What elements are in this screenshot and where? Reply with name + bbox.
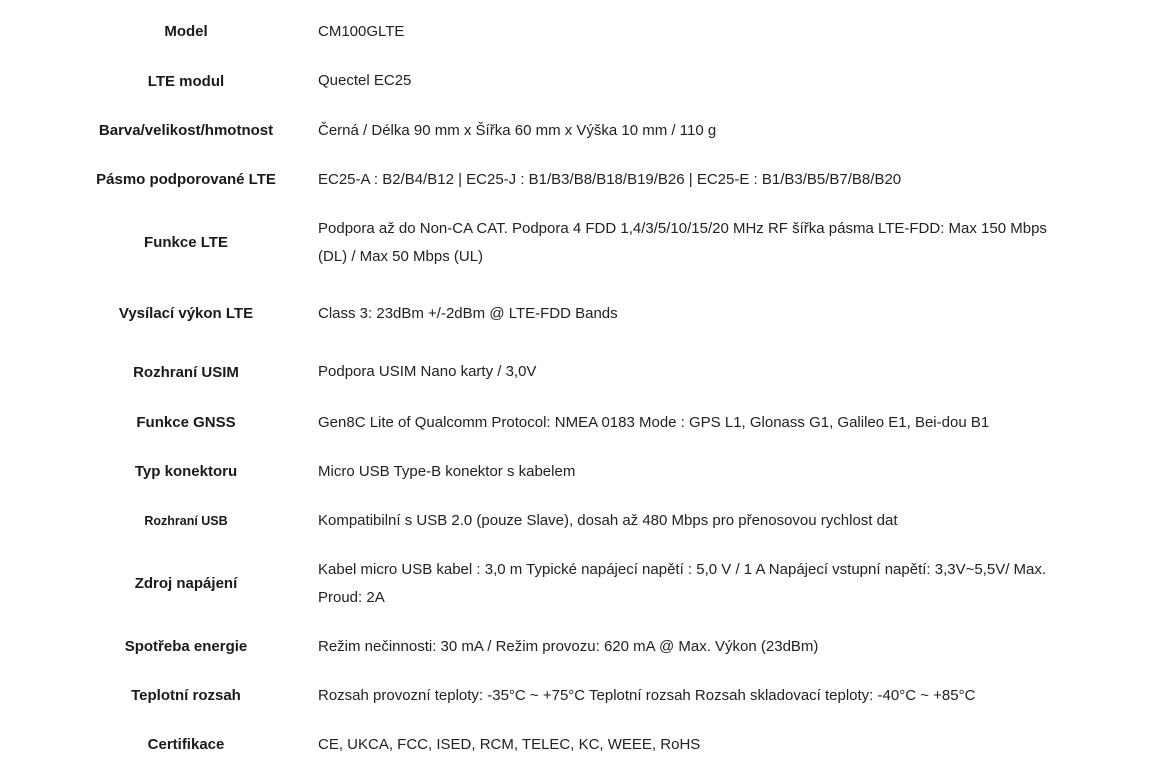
spec-label: Rozhraní USB xyxy=(144,513,228,528)
spec-label: LTE modul xyxy=(147,72,225,90)
spec-value: CE, UKCA, FCC, ISED, RCM, TELEC, KC, WEEE, RoHS xyxy=(318,735,701,753)
spec-label: Funkce LTE xyxy=(144,234,228,251)
spec-value: Quectel EC25 xyxy=(318,72,412,90)
spec-row-temperature xyxy=(72,671,1072,720)
spec-row-lte-module xyxy=(72,56,1072,106)
spec-label: Typ konektoru xyxy=(134,463,238,480)
spec-label: Pásmo podporované LTE xyxy=(96,171,276,188)
spec-value: Podpora až do Non-CA CAT. Podpora 4 FDD 1,4/3/5/10/15/20 MHz RF šířka pásma LTE-FDD: Max 150 Mbps (DL) / Max 50 Mbps (UL) xyxy=(318,220,1047,265)
spec-label: Rozhraní USIM xyxy=(133,363,239,381)
spec-row-power-consumption xyxy=(72,622,1072,671)
spec-row-power-supply xyxy=(72,545,1072,622)
spec-row-model xyxy=(72,7,1072,56)
spec-row-gnss xyxy=(72,398,1072,447)
spec-value: Class 3: 23dBm +/-2dBm @ LTE-FDD Bands xyxy=(318,304,618,322)
spec-row-certification xyxy=(72,720,1072,769)
spec-label: Zdroj napájení xyxy=(134,575,238,592)
spec-label: Certifikace xyxy=(147,736,225,753)
spec-value: Kabel micro USB kabel : 3,0 m Typické napájecí napětí : 5,0 V / 1 A Napájecí vstupní napětí: 3,3V~5,5V/ Max. Proud: 2A xyxy=(318,561,1047,606)
spec-value: EC25-A : B2/B4/B12 | EC25-J : B1/B3/B8/B18/B19/B26 | EC25-E : B1/B3/B5/B7/B8/B20 xyxy=(318,170,902,188)
spec-row-color-size-weight xyxy=(72,106,1072,155)
spec-value: Rozsah provozní teploty: -35°C ~ +75°C Teplotní rozsah Rozsah skladovací teploty: -40°C ~ +85°C xyxy=(318,686,976,704)
spec-label: Funkce GNSS xyxy=(136,414,236,431)
spec-value: Režim nečinnosti: 30 mA / Režim provozu: 620 mA @ Max. Výkon (23dBm) xyxy=(318,637,819,655)
spec-value: Černá / Délka 90 mm x Šířka 60 mm x Výška 10 mm / 110 g xyxy=(318,121,717,139)
spec-label: Spotřeba energie xyxy=(124,638,248,655)
spec-value: Podpora USIM Nano karty / 3,0V xyxy=(318,363,537,381)
spec-label: Barva/velikost/hmotnost xyxy=(98,122,274,139)
spec-label: Vysílací výkon LTE xyxy=(118,305,254,322)
spec-label: Model xyxy=(164,23,208,40)
spec-row-lte-tx-power xyxy=(72,281,1072,346)
spec-value: Micro USB Type-B konektor s kabelem xyxy=(318,462,576,480)
spec-row-lte-function xyxy=(72,204,1072,281)
spec-value: Kompatibilní s USB 2.0 (pouze Slave), dosah až 480 Mbps pro přenosovou rychlost dat xyxy=(318,511,898,529)
spec-row-connector xyxy=(72,447,1072,496)
spec-value: CM100GLTE xyxy=(318,22,405,40)
spec-label: Teplotní rozsah xyxy=(131,687,241,704)
spec-row-usim xyxy=(72,346,1072,398)
spec-row-lte-bands xyxy=(72,155,1072,204)
spec-row-usb xyxy=(72,496,1072,545)
spec-table xyxy=(72,7,1072,769)
spec-value: Gen8C Lite of Qualcomm Protocol: NMEA 0183 Mode : GPS L1, Glonass G1, Galileo E1, Bei-dou B1 xyxy=(318,413,990,431)
